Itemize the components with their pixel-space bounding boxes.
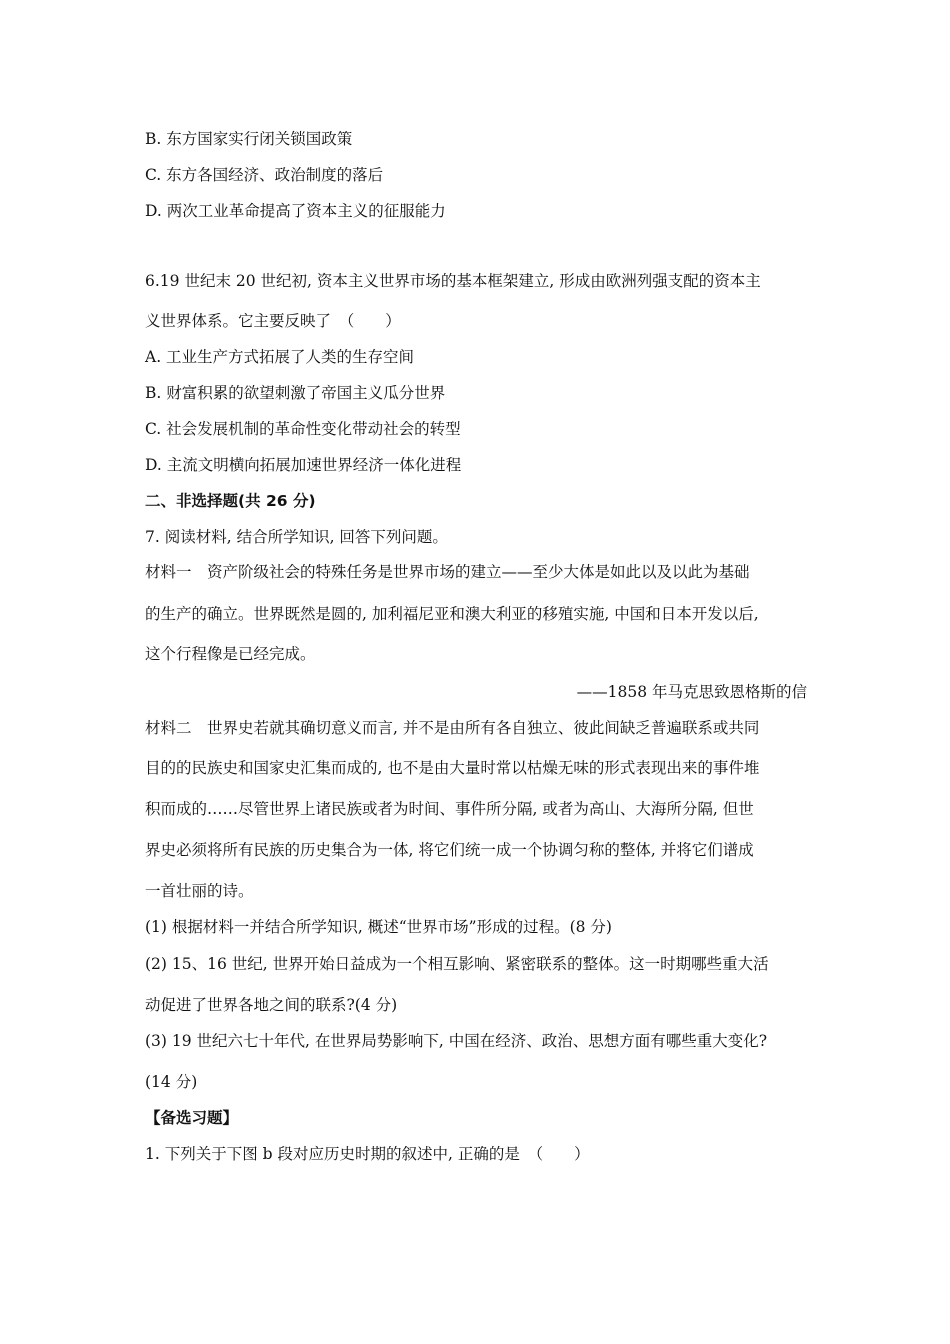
q7-material2-line2: 目的的民族史和国家史汇集而成的, 也不是由大量时常以枯燥无味的形式表现出来的事件堆 <box>145 759 760 777</box>
q7-stem: 7. 阅读材料, 结合所学知识, 回答下列问题。 <box>145 528 448 546</box>
q6-option-a: A. 工业生产方式拓展了人类的生存空间 <box>145 348 415 366</box>
q6-option-d: D. 主流文明横向拓展加速世界经济一体化进程 <box>145 456 462 474</box>
q7-material2-line3: 积而成的……尽管世界上诸民族或者为时间、事件所分隔, 或者为高山、大海所分隔, 但世 <box>145 800 754 818</box>
q7-sub3-line2: (14 分) <box>145 1073 198 1091</box>
q7-material1-line2: 的生产的确立。世界既然是圆的, 加利福尼亚和澳大利亚的移殖实施, 中国和日本开发以后, <box>145 605 759 623</box>
q5-option-b: B. 东方国家实行闭关锁国政策 <box>145 130 353 148</box>
q6-option-c: C. 社会发展机制的革命性变化带动社会的转型 <box>145 420 461 438</box>
q7-material2-line1: 材料二 世界史若就其确切意义而言, 并不是由所有各自独立、彼此间缺乏普遍联系或共同 <box>145 719 760 737</box>
backup-section-title: 【备选习题】 <box>145 1109 239 1127</box>
q7-material1-line1: 材料一 资产阶级社会的特殊任务是世界市场的建立——至少大体是如此以及以此为基础 <box>145 563 750 581</box>
q7-sub2-line2: 动促进了世界各地之间的联系?(4 分) <box>145 996 398 1014</box>
q7-sub3-line1: (3) 19 世纪六七十年代, 在世界局势影响下, 中国在经济、政治、思想方面有哪些重大变化? <box>145 1032 768 1050</box>
q7-material1-source: ——1858 年马克思致恩格斯的信 <box>576 683 807 701</box>
q6-stem-line1: 6.19 世纪末 20 世纪初, 资本主义世界市场的基本框架建立, 形成由欧洲列强支配的资本主 <box>145 272 761 290</box>
section2-title: 二、非选择题(共 26 分) <box>145 492 316 510</box>
q6-option-b: B. 财富积累的欲望刺激了帝国主义瓜分世界 <box>145 384 446 402</box>
backup-q1: 1. 下列关于下图 b 段对应历史时期的叙述中, 正确的是 （ ） <box>145 1145 590 1163</box>
q7-material2-line4: 界史必须将所有民族的历史集合为一体, 将它们统一成一个协调匀称的整体, 并将它们谱成 <box>145 841 754 859</box>
q6-stem-line2: 义世界体系。它主要反映了 （ ） <box>145 312 401 330</box>
q7-material1-line3: 这个行程像是已经完成。 <box>145 645 316 663</box>
q5-option-c: C. 东方各国经济、政治制度的落后 <box>145 166 384 184</box>
q7-sub1: (1) 根据材料一并结合所学知识, 概述“世界市场”形成的过程。(8 分) <box>145 918 612 936</box>
q7-sub2-line1: (2) 15、16 世纪, 世界开始日益成为一个相互影响、紧密联系的整体。这一时期哪些重大活 <box>145 955 769 973</box>
q5-option-d: D. 两次工业革命提高了资本主义的征服能力 <box>145 202 446 220</box>
q7-material2-line5: 一首壮丽的诗。 <box>145 882 254 900</box>
